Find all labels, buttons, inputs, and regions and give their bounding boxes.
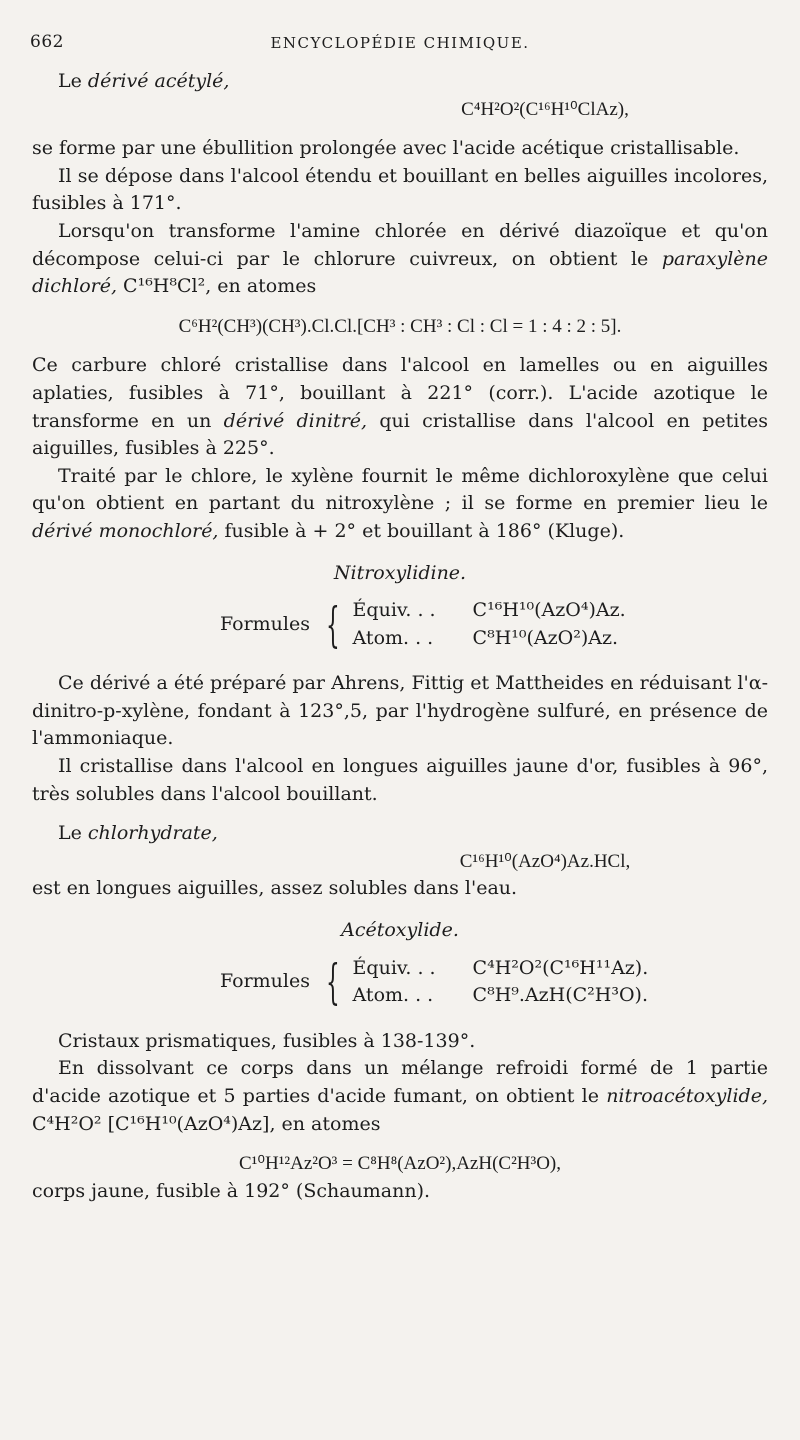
term-nitroacetoxylide: nitroacétoxylide, bbox=[606, 1085, 768, 1107]
paragraph: est en longues aiguilles, assez solubles dans l'eau. bbox=[32, 877, 518, 900]
term-derive-dinitre: dérivé dinitré, bbox=[223, 409, 368, 432]
term-paraxylene: paraxylène dichloré, bbox=[32, 247, 768, 298]
paragraph: Le chlorhydrate, bbox=[58, 822, 218, 845]
formula-row: Atom. . . C⁸H¹⁰(AzO²)Az. bbox=[352, 626, 619, 649]
paragraph: Il se dépose dans l'alcool étendu et bouillant en belles aiguilles incolores, fusibles à 171°. bbox=[32, 164, 768, 215]
formula-row: Équiv. . . C¹⁶H¹⁰(AzO⁴)Az. bbox=[352, 599, 626, 622]
formula-row: Atom. . . C⁸H⁹.AzH(C²H³O). bbox=[352, 984, 649, 1007]
brace-icon: { bbox=[326, 954, 340, 1011]
paragraph: Lorsqu'on transforme l'amine chlorée en dérivé diazoïque et qu'on décompose celui-ci par le chlorure cuivreux, on obtient le paraxylène dichloré, C¹⁶H⁸Cl², en atomes bbox=[32, 219, 768, 298]
page-body bbox=[32, 68, 768, 1205]
brace-icon: { bbox=[326, 596, 340, 653]
section-title: Acétoxylide. bbox=[341, 919, 459, 942]
paragraph: se forme par une ébullition prolongée avec l'acide acétique cristallisable. bbox=[32, 137, 740, 160]
section-title: Nitroxylidine. bbox=[333, 561, 467, 584]
page-header bbox=[30, 32, 770, 56]
paragraph: Ce dérivé a été préparé par Ahrens, Fittig et Mattheides en réduisant l'α-dinitro-p-xylène, fondant à 123°,5, par l'hydrogène sulfuré, en présence de l'ammoniaque. bbox=[32, 672, 768, 750]
formula-table bbox=[220, 597, 768, 652]
running-head: ENCYCLOPÉDIE CHIMIQUE. bbox=[270, 34, 530, 52]
paragraph: Ce carbure chloré cristallise dans l'alcool en lamelles ou en aiguilles aplaties, fusibles à 71°, bouillant à 221° (corr.). L'acide azotique le transforme en un dérivé dinitré, qui cristallise dans l'alcool en petites aiguilles, fusibles à 225°. bbox=[32, 354, 769, 460]
page-number: 662 bbox=[30, 32, 64, 52]
paragraph: En dissolvant ce corps dans un mélange refroidi formé de 1 partie d'acide azotique et 5 parties d'acide fumant, on obtient le nitroacétoxylide, C⁴H²O² [C¹⁶H¹⁰(AzO⁴)Az], en atomes bbox=[32, 1057, 768, 1135]
formula-dichlore: C⁶H²(CH³)(CH³).Cl.Cl.[CH³ : CH³ : Cl : Cl = 1 : 4 : 2 : 5]. bbox=[178, 315, 622, 337]
term-derive-acetyle: dérivé acétylé, bbox=[87, 70, 230, 92]
paragraph-intro: Le dérivé acétylé, bbox=[58, 70, 230, 92]
paragraph: Il cristallise dans l'alcool en longues aiguilles jaune d'or, fusibles à 96°, très solubles dans l'alcool bouillant. bbox=[32, 755, 768, 805]
formula-table bbox=[220, 955, 768, 1010]
formula-label: Formules bbox=[220, 612, 310, 635]
formula-chlorhydrate: C¹⁶H¹⁰(AzO⁴)Az.HCl, bbox=[459, 850, 631, 872]
term-chlorhydrate: chlorhydrate, bbox=[87, 822, 218, 845]
formula-label: Formules bbox=[220, 970, 310, 993]
formula-acetyle: C⁴H²O²(C¹⁶H¹⁰ClAz), bbox=[461, 98, 629, 120]
paragraph: corps jaune, fusible à 192° (Schaumann). bbox=[32, 1179, 431, 1202]
term-derive-monochlore: dérivé monochloré, bbox=[32, 519, 219, 542]
formula-nitroacetoxylide: C¹⁰H¹²Az²O³ = C⁸H⁸(AzO²),AzH(C²H³O), bbox=[239, 1153, 561, 1175]
paragraph: Cristaux prismatiques, fusibles à 138-139°. bbox=[58, 1029, 476, 1052]
formula-row: Équiv. . . C⁴H²O²(C¹⁶H¹¹Az). bbox=[352, 956, 649, 979]
paragraph: Traité par le chlore, le xylène fournit le même dichloroxylène que celui qu'on obtient en partant du nitroxylène ; il se forme en premier lieu le dérivé monochloré, fusible à + 2° et bouillant à 186° (Kluge). bbox=[32, 464, 768, 542]
